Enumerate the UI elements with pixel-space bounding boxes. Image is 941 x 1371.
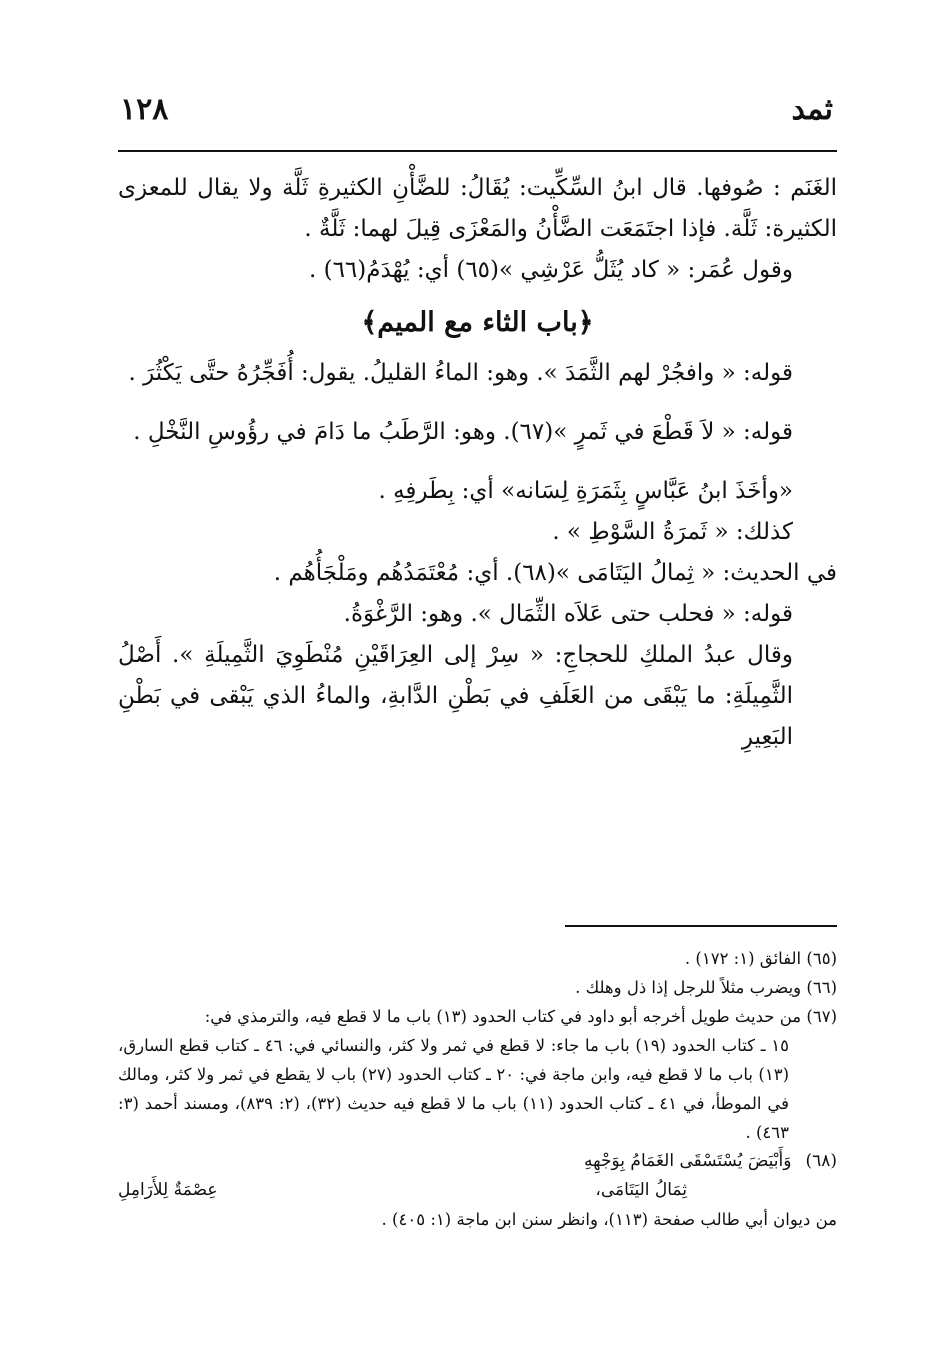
running-title: ثمد bbox=[791, 92, 833, 127]
footnote-66: (٦٦) ويضرب مثلاً للرجل إذا ذل وهلك . bbox=[575, 978, 837, 997]
footnotes bbox=[118, 944, 837, 1234]
footnote-65: (٦٥) الفائق (١: ١٧٢) . bbox=[684, 949, 837, 968]
paragraph-thamar: قوله: « لاَ قَطْعَ في ثَمرٍ »(٦٧). وهو: الرَّطَبُ ما دَامَ في رؤُوسِ النَّخْلِ . bbox=[133, 419, 793, 445]
verse-hemistich-2a: ثِمَالُ اليَتَامَى، bbox=[595, 1180, 687, 1200]
paragraph-sawt: كذلك: « ثَمرَةُ السَّوْطِ » . bbox=[552, 519, 793, 545]
footnote-divider bbox=[565, 925, 837, 927]
footnote-68-verse-line-1 bbox=[118, 1147, 837, 1176]
verse-hemistich-2b: عِصْمَةٌ لِلأَرَامِلِ bbox=[118, 1180, 218, 1200]
verse-hemistich-1: وَأَبْيَضَ يُسْتَسْقَى الغَمَامُ بِوَجْهِهِ bbox=[584, 1151, 792, 1171]
page-number: ١٢٨ bbox=[120, 92, 169, 127]
paragraph-thamad: قوله: « وافجُرْ لهم الثَّمَدَ ». وهو: الماءُ القليلُ. يقول: أُفَجِّرُهُ حتَّى يَكْثُرَ . bbox=[128, 360, 793, 386]
footnote-67-first-line: (٦٧) من حديث طويل أخرجه أبو داود في كتاب الحدود (١٣) باب ما لا قطع فيه، والترمذي في: bbox=[204, 1007, 837, 1026]
footnote-68-source: من ديوان أبي طالب صفحة (١١٣)، وانظر سنن ابن ماجة (١: ٤٠٥) . bbox=[381, 1210, 837, 1229]
footnote-68-verse-line-2 bbox=[118, 1176, 837, 1205]
main-text bbox=[118, 168, 837, 758]
section-heading: ﴿باب الثاء مع الميم﴾ bbox=[361, 307, 594, 338]
paragraph-thimal-yatama: في الحديث: « ثِمالُ اليَتَامَى »(٦٨). أي: مُعْتَمَدُهُم ومَلْجَأُهُم . bbox=[273, 560, 837, 586]
paragraph-thimal-raghwa: قوله: « فحلب حتى عَلاَه الثِّمَال ». وهو: الرَّغْوَةُ. bbox=[343, 601, 793, 627]
paragraph-umar: وقول عُمَر: « كاد يُثَلُّ عَرْشِي »(٦٥) أي: يُهْدَمُ(٦٦) . bbox=[308, 257, 793, 283]
footnote-67-continuation: ١٥ ـ كتاب الحدود (١٩) باب ما جاء: لا قطع في ثمر ولا كثر، والنسائي في: ٤٦ ـ كتاب قطع السارق، (١٣) باب ما لا قطع فيه، وابن ماجة في: ٢٠ ـ كتاب الحدود (٢٧) باب لا يقطع في ثمر ولا كثر، ومالك في الموطأ، في ٤١ ـ كتاب الحدود (١١) باب ما لا قطع فيه حديث (٣٢)، (٢: ٨٣٩)، ومسند أحمد (٣: ٤٦٣) . bbox=[118, 1036, 790, 1142]
paragraph-ibn-abbas: «وأخَذَ ابنُ عَبَّاسٍ بِثَمَرَةِ لِسَانه» أي: بِطَرفِهِ . bbox=[378, 478, 793, 504]
paragraph-thalla: الغَنَم : صُوفها. قال ابنُ السِّكِّيت: يُقَالُ: للضَّأْنِ الكثيرةِ ثَلَّة ولا يقال للمعزى الكثيرة: ثَلَّة. فإذا اجتَمَعَت الضَّأْنُ والمَعْزَى قِيلَ لهما: ثَلَّةٌ . bbox=[118, 175, 837, 242]
footnote-68-number: (٦٨) bbox=[805, 1151, 837, 1171]
paragraph-thamila: وقال عبدُ الملكِ للحجاجِ: « سِرْ إلى العِرَاقَيْنِ مُنْطَوِيَ الثَّمِيلَةِ ». أَصْلُ الثَّمِيلَةِ: ما يَبْقَى من العَلَفِ في بَطْنِ الدَّابةِ، والماءُ الذي يَبْقى في بَطْنِ البَعِيرِ bbox=[118, 642, 793, 750]
header-divider bbox=[118, 150, 837, 152]
